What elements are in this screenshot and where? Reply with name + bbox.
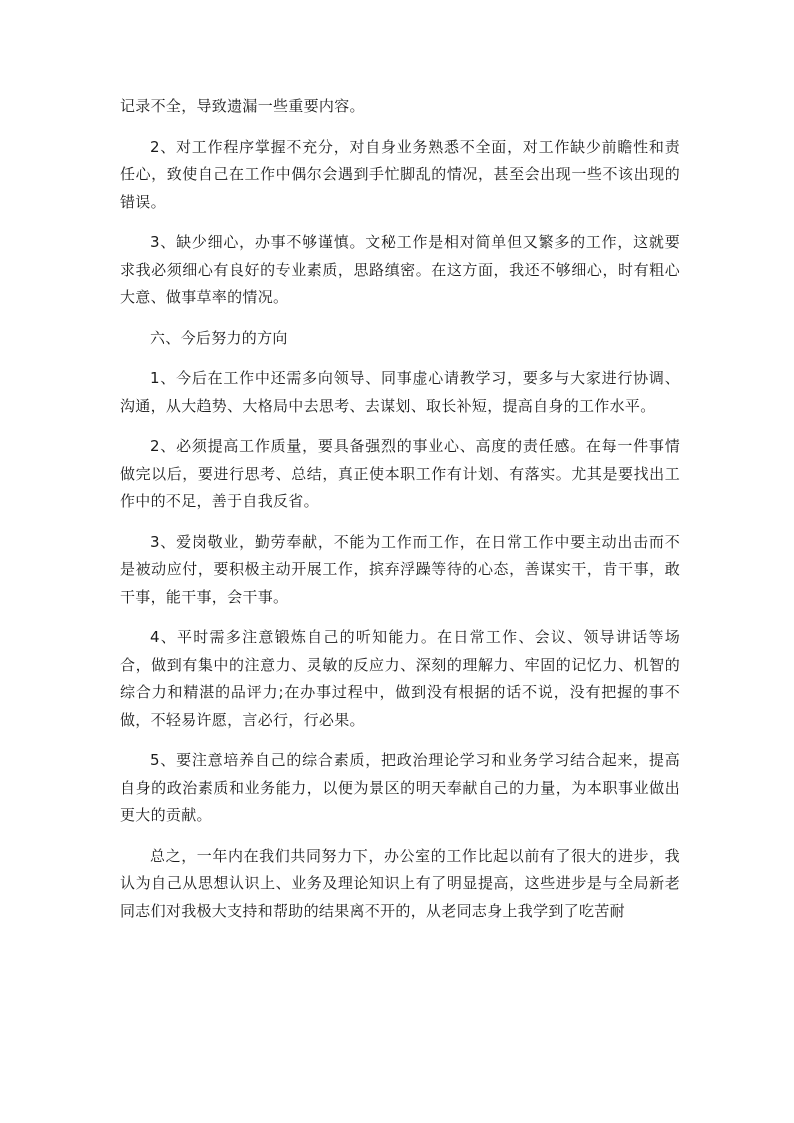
paragraph-issue-3: 3、缺少细心，办事不够谨慎。文秘工作是相对简单但又繁多的工作，这就要求我必须细心有良好的专业素质，思路缜密。在这方面，我还不够细心，时有粗心大意、做事草率的情况。: [120, 233, 680, 306]
paragraph-gap: [120, 611, 680, 624]
paragraph-continuation: 记录不全，导致遗漏一些重要内容。: [120, 97, 365, 115]
paragraph-direction-3: 3、爱岗敬业，勤劳奉献，不能为工作而工作，在日常工作中要主动出击而不是被动应付，要积极主动开展工作，摈弃浮躁等待的心态，善谋实干，肯干事，敢干事，能干事，会干事。: [120, 532, 680, 606]
section-heading-future-direction: 六、今后努力的方向: [150, 328, 288, 347]
paragraph-summary: 总之，一年内在我们共同努力下，办公室的工作比起以前有了很大的进步，我认为自己从思想认识上、业务及理论知识上有了明显提高，这些进步是与全局新老同志们对我极大支持和帮助的结果离不开的，从老同志身上我学到了吃苦耐: [120, 846, 680, 920]
paragraph-gap: [120, 121, 680, 134]
paragraph-gap: [120, 216, 680, 229]
paragraph-gap: [120, 312, 680, 325]
paragraph-direction-1: 1、今后在工作中还需多向领导、同事虚心请教学习，要多与大家进行协调、沟通，从大趋势、大格局中去思考、去谋划、取长补短，提高自身的工作水平。: [120, 369, 680, 415]
paragraph-gap: [120, 352, 680, 365]
paragraph-gap: [120, 516, 680, 529]
paragraph-direction-4: 4、平时需多注意锻炼自己的听知能力。在日常工作、会议、领导讲话等场合，做到有集中的注意力、灵敏的反应力、深刻的理解力、牢固的记忆力、机智的综合力和精湛的品评力;在办事过程中，做到没有根据的话不说，没有把握的事不做，不轻易许愿，言必行，行必果。: [120, 628, 680, 729]
paragraph-gap: [120, 734, 680, 747]
paragraph-direction-5: 5、要注意培养自己的综合素质，把政治理论学习和业务学习结合起来，提高自身的政治素质和业务能力，以便为景区的明天奉献自己的力量，为本职事业做出更大的贡献。: [120, 751, 680, 824]
paragraph-direction-2: 2、必须提高工作质量，要具备强烈的事业心、高度的责任感。在每一件事情做完以后，要进行思考、总结，真正使本职工作有计划、有落实。尤其是要找出工作中的不足，善于自我反省。: [120, 437, 680, 510]
paragraph-gap: [120, 830, 680, 843]
document-body: [120, 93, 680, 925]
paragraph-issue-2: 2、对工作程序掌握不充分，对自身业务熟悉不全面，对工作缺少前瞻性和责任心，致使自己在工作中偶尔会遇到手忙脚乱的情况，甚至会出现一些不该出现的错误。: [120, 137, 680, 211]
paragraph-gap: [120, 420, 680, 433]
